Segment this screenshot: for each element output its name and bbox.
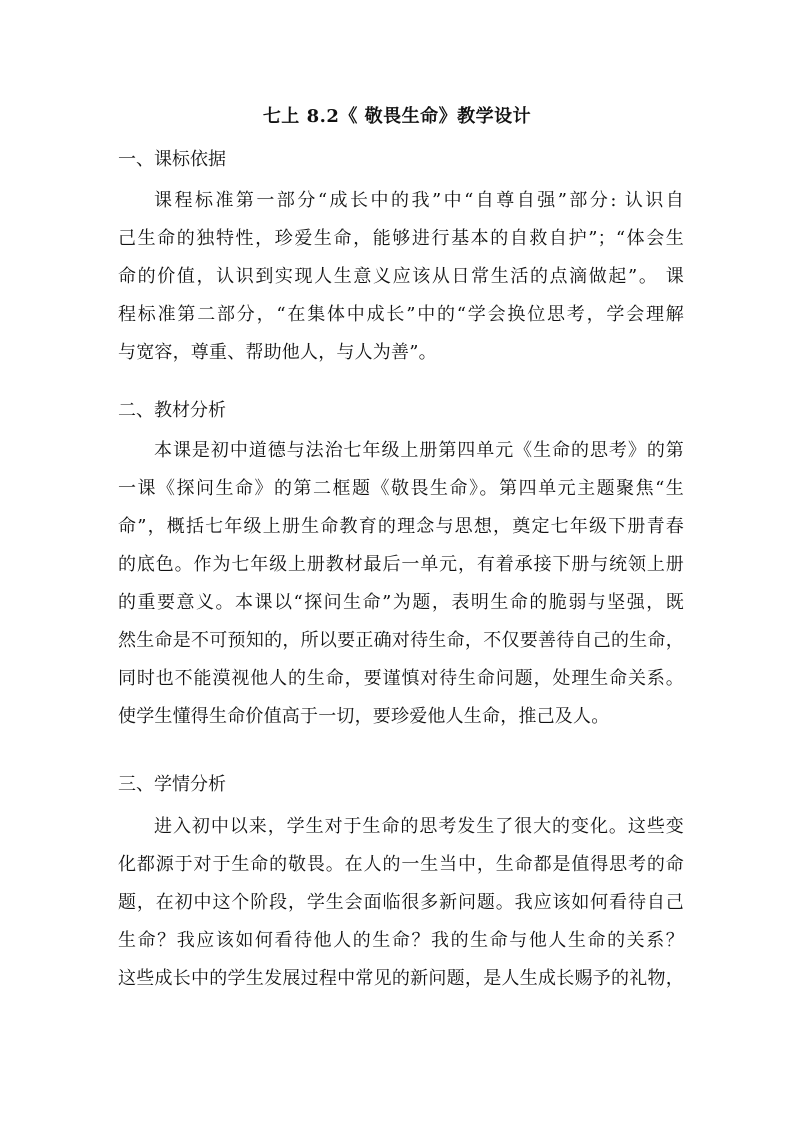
paragraph-line: 己生命的独特性，珍爱生命，能够进行基本的自救自护”；“体会生 [118,228,684,249]
paragraph-line: 程标准第二部分，“在集体中成长”中的“学会换位思考，学会理解 [118,304,684,325]
paragraph-line: 与宽容，尊重、帮助他人，与人为善”。 [118,342,437,363]
section-paragraph-textbook-analysis [118,432,684,736]
paragraph-line: 进入初中以来，学生对于生命的思考发生了很大的变化。这些变 [154,816,684,837]
paragraph-line: 课程标准第一部分“成长中的我”中“自尊自强”部分: 认识自 [154,190,684,211]
paragraph-line: 本课是初中道德与法治七年级上册第四单元《生命的思考》的第 [154,440,684,461]
paragraph-line: 生命？我应该如何看待他人的生命？我的生命与他人生命的关系？ [118,930,684,951]
section-paragraph-student-analysis [118,808,684,998]
section-paragraph-curriculum-basis [118,182,684,372]
document-title: 七上 8.2《 敬畏生命》教学设计 [262,106,532,127]
paragraph-line: 命的价值，认识到实现人生意义应该从日常生活的点滴做起”。 课 [118,266,684,287]
paragraph-line: 使学生懂得生命价值高于一切，要珍爱他人生命，推己及人。 [118,706,610,727]
section-heading-student-analysis: 三、学情分析 [118,774,226,795]
paragraph-line: 化都源于对于生命的敬畏。在人的一生当中，生命都是值得思考的命 [118,854,684,875]
paragraph-line: 的重要意义。本课以“探问生命”为题，表明生命的脆弱与坚强，既 [118,592,684,613]
paragraph-line: 同时也不能漠视他人的生命，要谨慎对待生命问题，处理生命关系。 [118,668,684,689]
paragraph-line: 然生命是不可预知的，所以要正确对待生命，不仅要善待自己的生命， [118,630,684,651]
section-heading-textbook-analysis: 二、教材分析 [118,400,226,421]
section-heading-curriculum-basis: 一、课标依据 [118,149,226,170]
paragraph-line: 一课《探问生命》的第二框题《敬畏生命》。第四单元主题聚焦“生 [118,478,684,499]
paragraph-line: 命”，概括七年级上册生命教育的理念与思想，奠定七年级下册青春 [118,516,684,537]
paragraph-line: 这些成长中的学生发展过程中常见的新问题，是人生成长赐予的礼物， [118,968,684,989]
paragraph-line: 的底色。作为七年级上册教材最后一单元，有着承接下册与统领上册 [118,554,684,575]
paragraph-line: 题，在初中这个阶段，学生会面临很多新问题。我应该如何看待自己 [118,892,684,913]
